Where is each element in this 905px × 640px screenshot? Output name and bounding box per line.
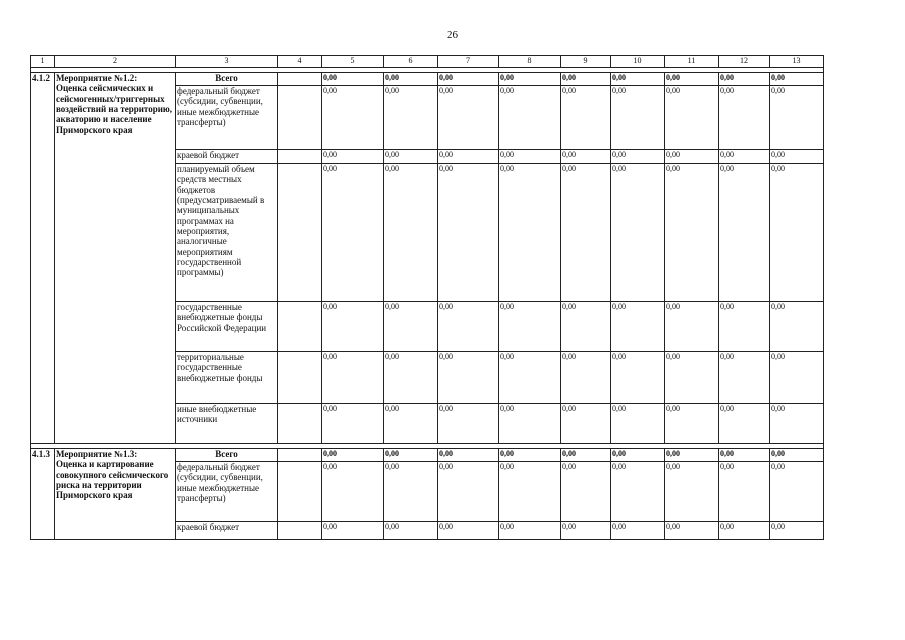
amount-cell: 0,00 [322, 404, 384, 444]
amount-cell: 0,00 [611, 302, 665, 352]
measure-title: Мероприятие №1.3: [56, 449, 138, 459]
total-row [31, 73, 824, 86]
amount-cell: 0,00 [499, 150, 561, 164]
funding-source-label: планируемый объем средств местных бюджетов (предусматриваемый в муниципальных программах на мероприятия, аналогичные мероприятиям государственной программы) [176, 164, 278, 302]
amount-cell: 0,00 [384, 522, 438, 540]
page-number: 26 [447, 29, 458, 41]
amount-cell: 0,00 [561, 522, 611, 540]
amount-cell: 0,00 [611, 86, 665, 150]
amount-cell: 0,00 [665, 150, 719, 164]
measure-name-cell [55, 449, 176, 540]
amount-cell: 0,00 [438, 164, 499, 302]
amount-cell: 0,00 [770, 164, 824, 302]
amount-cell: 0,00 [665, 352, 719, 404]
amount-cell: 0,00 [499, 302, 561, 352]
amount-cell: 0,00 [665, 522, 719, 540]
amount-cell: 0,00 [665, 86, 719, 150]
funding-source-label: Всего [176, 449, 278, 462]
column-header: 9 [561, 56, 611, 68]
amount-cell: 0,00 [499, 522, 561, 540]
amount-cell: 0,00 [719, 462, 770, 522]
column-header: 13 [770, 56, 824, 68]
amount-cell: 0,00 [438, 302, 499, 352]
amount-cell: 0,00 [384, 302, 438, 352]
amount-cell: 0,00 [384, 86, 438, 150]
amount-cell: 0,00 [719, 73, 770, 86]
amount-cell: 0,00 [499, 404, 561, 444]
amount-cell: 0,00 [611, 150, 665, 164]
column-4-cell [278, 302, 322, 352]
column-header: 7 [438, 56, 499, 68]
amount-cell: 0,00 [322, 352, 384, 404]
total-row [31, 449, 824, 462]
budget-table-body [31, 73, 824, 540]
column-4-cell [278, 150, 322, 164]
column-header: 2 [55, 56, 176, 68]
amount-cell: 0,00 [665, 404, 719, 444]
amount-cell: 0,00 [384, 462, 438, 522]
amount-cell: 0,00 [384, 404, 438, 444]
funding-source-label: федеральный бюджет (субсидии, субвенции, иные межбюджетные трансферты) [176, 462, 278, 522]
amount-cell: 0,00 [611, 404, 665, 444]
column-header: 5 [322, 56, 384, 68]
amount-cell: 0,00 [770, 522, 824, 540]
amount-cell: 0,00 [322, 86, 384, 150]
amount-cell: 0,00 [561, 150, 611, 164]
column-4-cell [278, 164, 322, 302]
amount-cell: 0,00 [322, 449, 384, 462]
amount-cell: 0,00 [561, 404, 611, 444]
amount-cell: 0,00 [438, 352, 499, 404]
amount-cell: 0,00 [561, 449, 611, 462]
column-4-cell [278, 449, 322, 462]
amount-cell: 0,00 [561, 86, 611, 150]
amount-cell: 0,00 [719, 86, 770, 150]
amount-cell: 0,00 [770, 302, 824, 352]
funding-source-label: территориальные государственные внебюджетные фонды [176, 352, 278, 404]
amount-cell: 0,00 [438, 73, 499, 86]
column-number-header-row [31, 56, 824, 68]
funding-source-label: иные внебюджетные источники [176, 404, 278, 444]
measure-description: Оценка и картирование совокупного сейсмического риска на территории Приморского края [56, 459, 169, 501]
amount-cell: 0,00 [499, 449, 561, 462]
column-4-cell [278, 404, 322, 444]
column-header: 4 [278, 56, 322, 68]
amount-cell: 0,00 [322, 302, 384, 352]
amount-cell: 0,00 [499, 86, 561, 150]
amount-cell: 0,00 [561, 73, 611, 86]
amount-cell: 0,00 [611, 352, 665, 404]
amount-cell: 0,00 [438, 86, 499, 150]
amount-cell: 0,00 [384, 73, 438, 86]
amount-cell: 0,00 [499, 352, 561, 404]
funding-source-label: государственные внебюджетные фонды Российской Федерации [176, 302, 278, 352]
funding-source-label: Всего [176, 73, 278, 86]
amount-cell: 0,00 [384, 150, 438, 164]
column-4-cell [278, 462, 322, 522]
column-header: 12 [719, 56, 770, 68]
amount-cell: 0,00 [770, 449, 824, 462]
amount-cell: 0,00 [611, 522, 665, 540]
column-4-cell [278, 86, 322, 150]
amount-cell: 0,00 [438, 462, 499, 522]
column-header: 3 [176, 56, 278, 68]
amount-cell: 0,00 [561, 352, 611, 404]
amount-cell: 0,00 [770, 150, 824, 164]
amount-cell: 0,00 [561, 302, 611, 352]
amount-cell: 0,00 [719, 150, 770, 164]
amount-cell: 0,00 [770, 86, 824, 150]
amount-cell: 0,00 [438, 404, 499, 444]
amount-cell: 0,00 [719, 164, 770, 302]
amount-cell: 0,00 [611, 164, 665, 302]
budget-table [30, 55, 824, 540]
amount-cell: 0,00 [438, 449, 499, 462]
amount-cell: 0,00 [770, 73, 824, 86]
column-4-cell [278, 352, 322, 404]
amount-cell: 0,00 [322, 73, 384, 86]
amount-cell: 0,00 [322, 462, 384, 522]
amount-cell: 0,00 [665, 73, 719, 86]
measure-title: Мероприятие №1.2: [56, 73, 138, 83]
column-header: 1 [31, 56, 55, 68]
amount-cell: 0,00 [384, 449, 438, 462]
amount-cell: 0,00 [322, 164, 384, 302]
funding-source-label: краевой бюджет [176, 150, 278, 164]
amount-cell: 0,00 [611, 449, 665, 462]
amount-cell: 0,00 [770, 404, 824, 444]
amount-cell: 0,00 [561, 462, 611, 522]
column-4-cell [278, 522, 322, 540]
amount-cell: 0,00 [499, 462, 561, 522]
amount-cell: 0,00 [719, 352, 770, 404]
column-4-cell [278, 73, 322, 86]
amount-cell: 0,00 [611, 73, 665, 86]
amount-cell: 0,00 [499, 73, 561, 86]
amount-cell: 0,00 [719, 404, 770, 444]
amount-cell: 0,00 [719, 449, 770, 462]
column-header: 6 [384, 56, 438, 68]
amount-cell: 0,00 [322, 522, 384, 540]
amount-cell: 0,00 [719, 522, 770, 540]
funding-source-label: федеральный бюджет (субсидии, субвенции, иные межбюджетные трансферты) [176, 86, 278, 150]
amount-cell: 0,00 [438, 150, 499, 164]
amount-cell: 0,00 [770, 352, 824, 404]
column-header: 8 [499, 56, 561, 68]
column-header: 10 [611, 56, 665, 68]
funding-source-label: краевой бюджет [176, 522, 278, 540]
amount-cell: 0,00 [561, 164, 611, 302]
column-header: 11 [665, 56, 719, 68]
amount-cell: 0,00 [665, 462, 719, 522]
amount-cell: 0,00 [384, 352, 438, 404]
amount-cell: 0,00 [770, 462, 824, 522]
amount-cell: 0,00 [499, 164, 561, 302]
amount-cell: 0,00 [384, 164, 438, 302]
amount-cell: 0,00 [665, 302, 719, 352]
amount-cell: 0,00 [665, 449, 719, 462]
measure-code: 4.1.3 [31, 449, 55, 540]
amount-cell: 0,00 [322, 150, 384, 164]
measure-description: Оценка сейсмических и сейсмогенных/триггерных воздействий на территорию, акваторию и население Приморского края [56, 83, 173, 135]
amount-cell: 0,00 [438, 522, 499, 540]
measure-code: 4.1.2 [31, 73, 55, 444]
amount-cell: 0,00 [665, 164, 719, 302]
measure-name-cell [55, 73, 176, 444]
amount-cell: 0,00 [719, 302, 770, 352]
amount-cell: 0,00 [611, 462, 665, 522]
